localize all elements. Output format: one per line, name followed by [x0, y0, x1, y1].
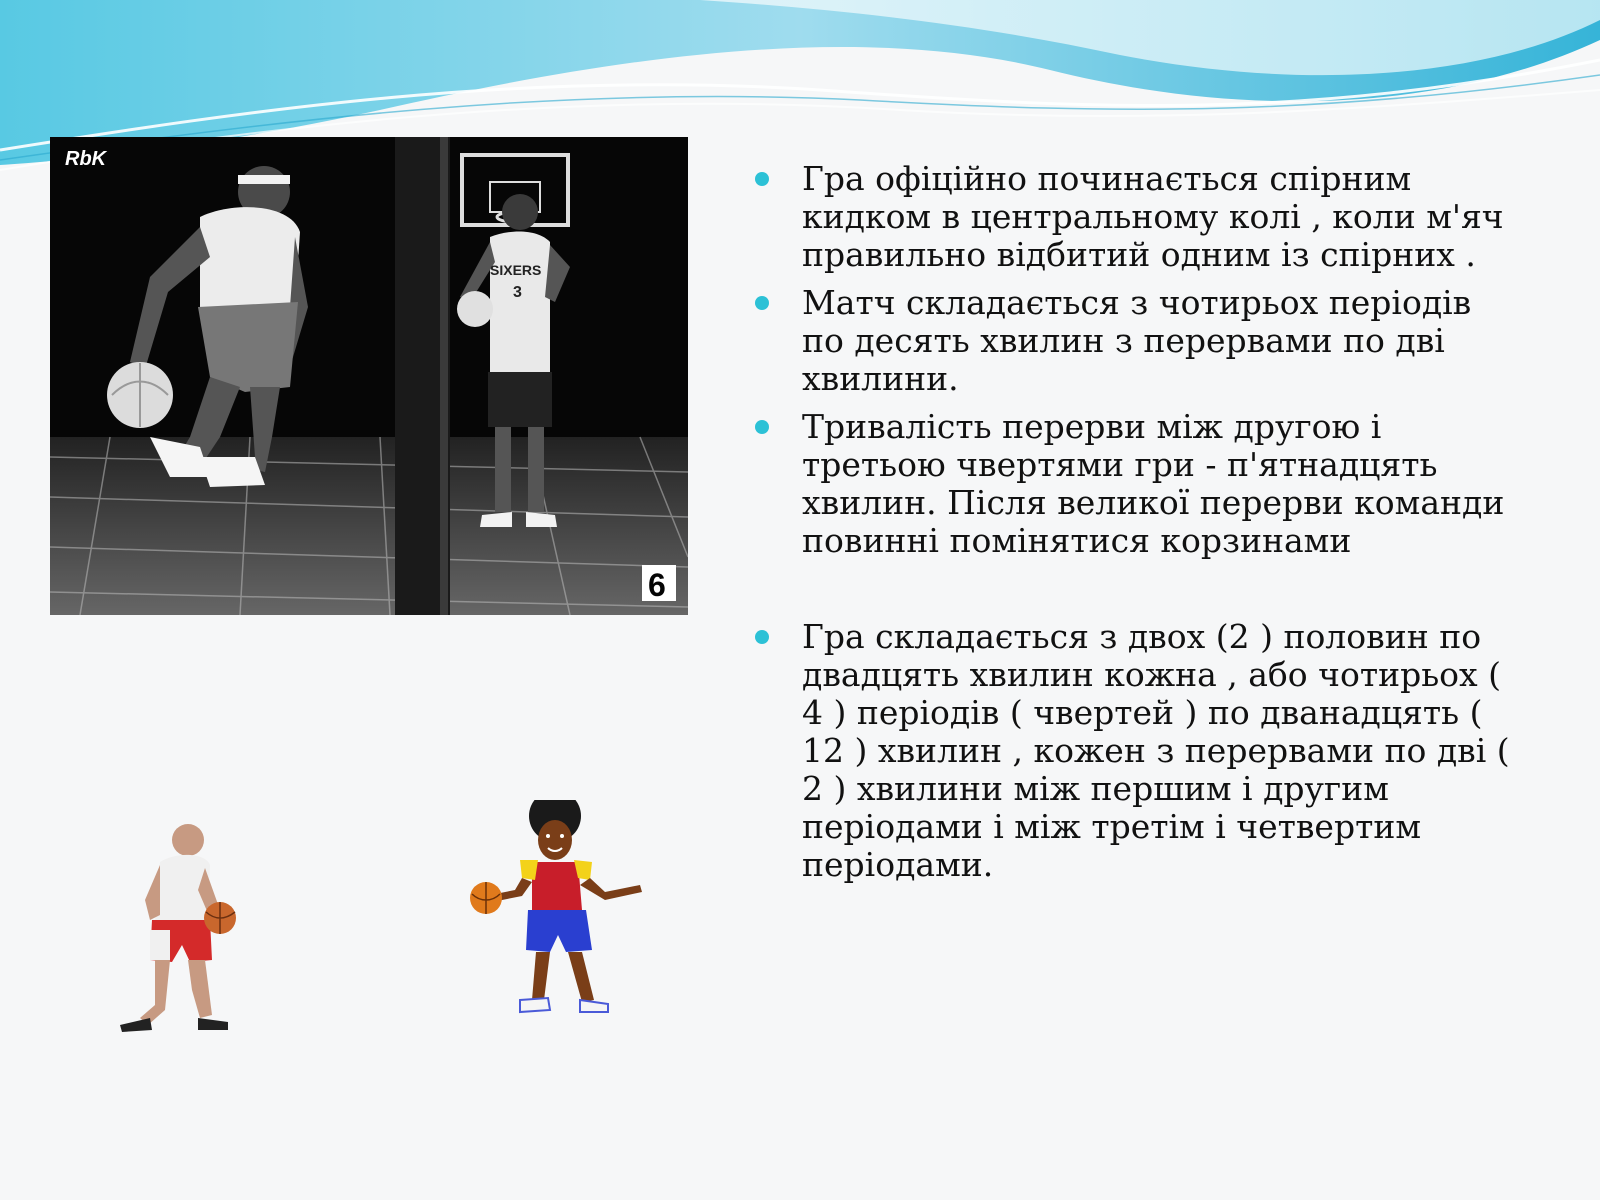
bullet-text: Гра складається з двох (2 ) половин по двадцять хвилин кожна , або чотирьох ( 4 ) періодів ( чвертей ) по дванадцять ( 12 ) хвилин , кожен з перервами по дві ( 2 ) хвилини між першим і другим періодами і між третім і четвертим періодами.: [802, 617, 1510, 884]
jersey-number-text: 3: [513, 284, 522, 301]
bullet-dot-icon: [755, 296, 769, 310]
bullet-dot-icon: [755, 630, 769, 644]
bullet-text: Тривалість перерви між другою і третьою чвертями гри - п'ятнадцять хвилин. Після великої перерви команди повинні помінятися корзинами: [802, 407, 1505, 560]
bullet-item: [752, 160, 1522, 274]
basketball-photo: [50, 137, 688, 615]
bullet-item: [752, 618, 1522, 884]
bullet-dot-icon: [755, 172, 769, 186]
bullet-item: [752, 284, 1522, 398]
basketball-player-clipart-left: [110, 820, 250, 1045]
rules-bullet-list: [752, 160, 1522, 894]
bullet-dot-icon: [755, 420, 769, 434]
corner-badge: 6: [648, 567, 666, 603]
bullet-text: Гра офіційно починається спірним кидком в центральному колі , коли м'яч правильно відбитий одним із спірних .: [802, 159, 1504, 274]
jersey-team-text: SIXERS: [490, 262, 542, 278]
bullet-text: Матч складається з чотирьох періодів по десять хвилин з перервами по дві хвилини.: [802, 283, 1472, 398]
brand-logo: RbK: [65, 148, 107, 170]
basketball-player-clipart-right: [470, 800, 660, 1030]
bullet-item: [752, 408, 1522, 560]
